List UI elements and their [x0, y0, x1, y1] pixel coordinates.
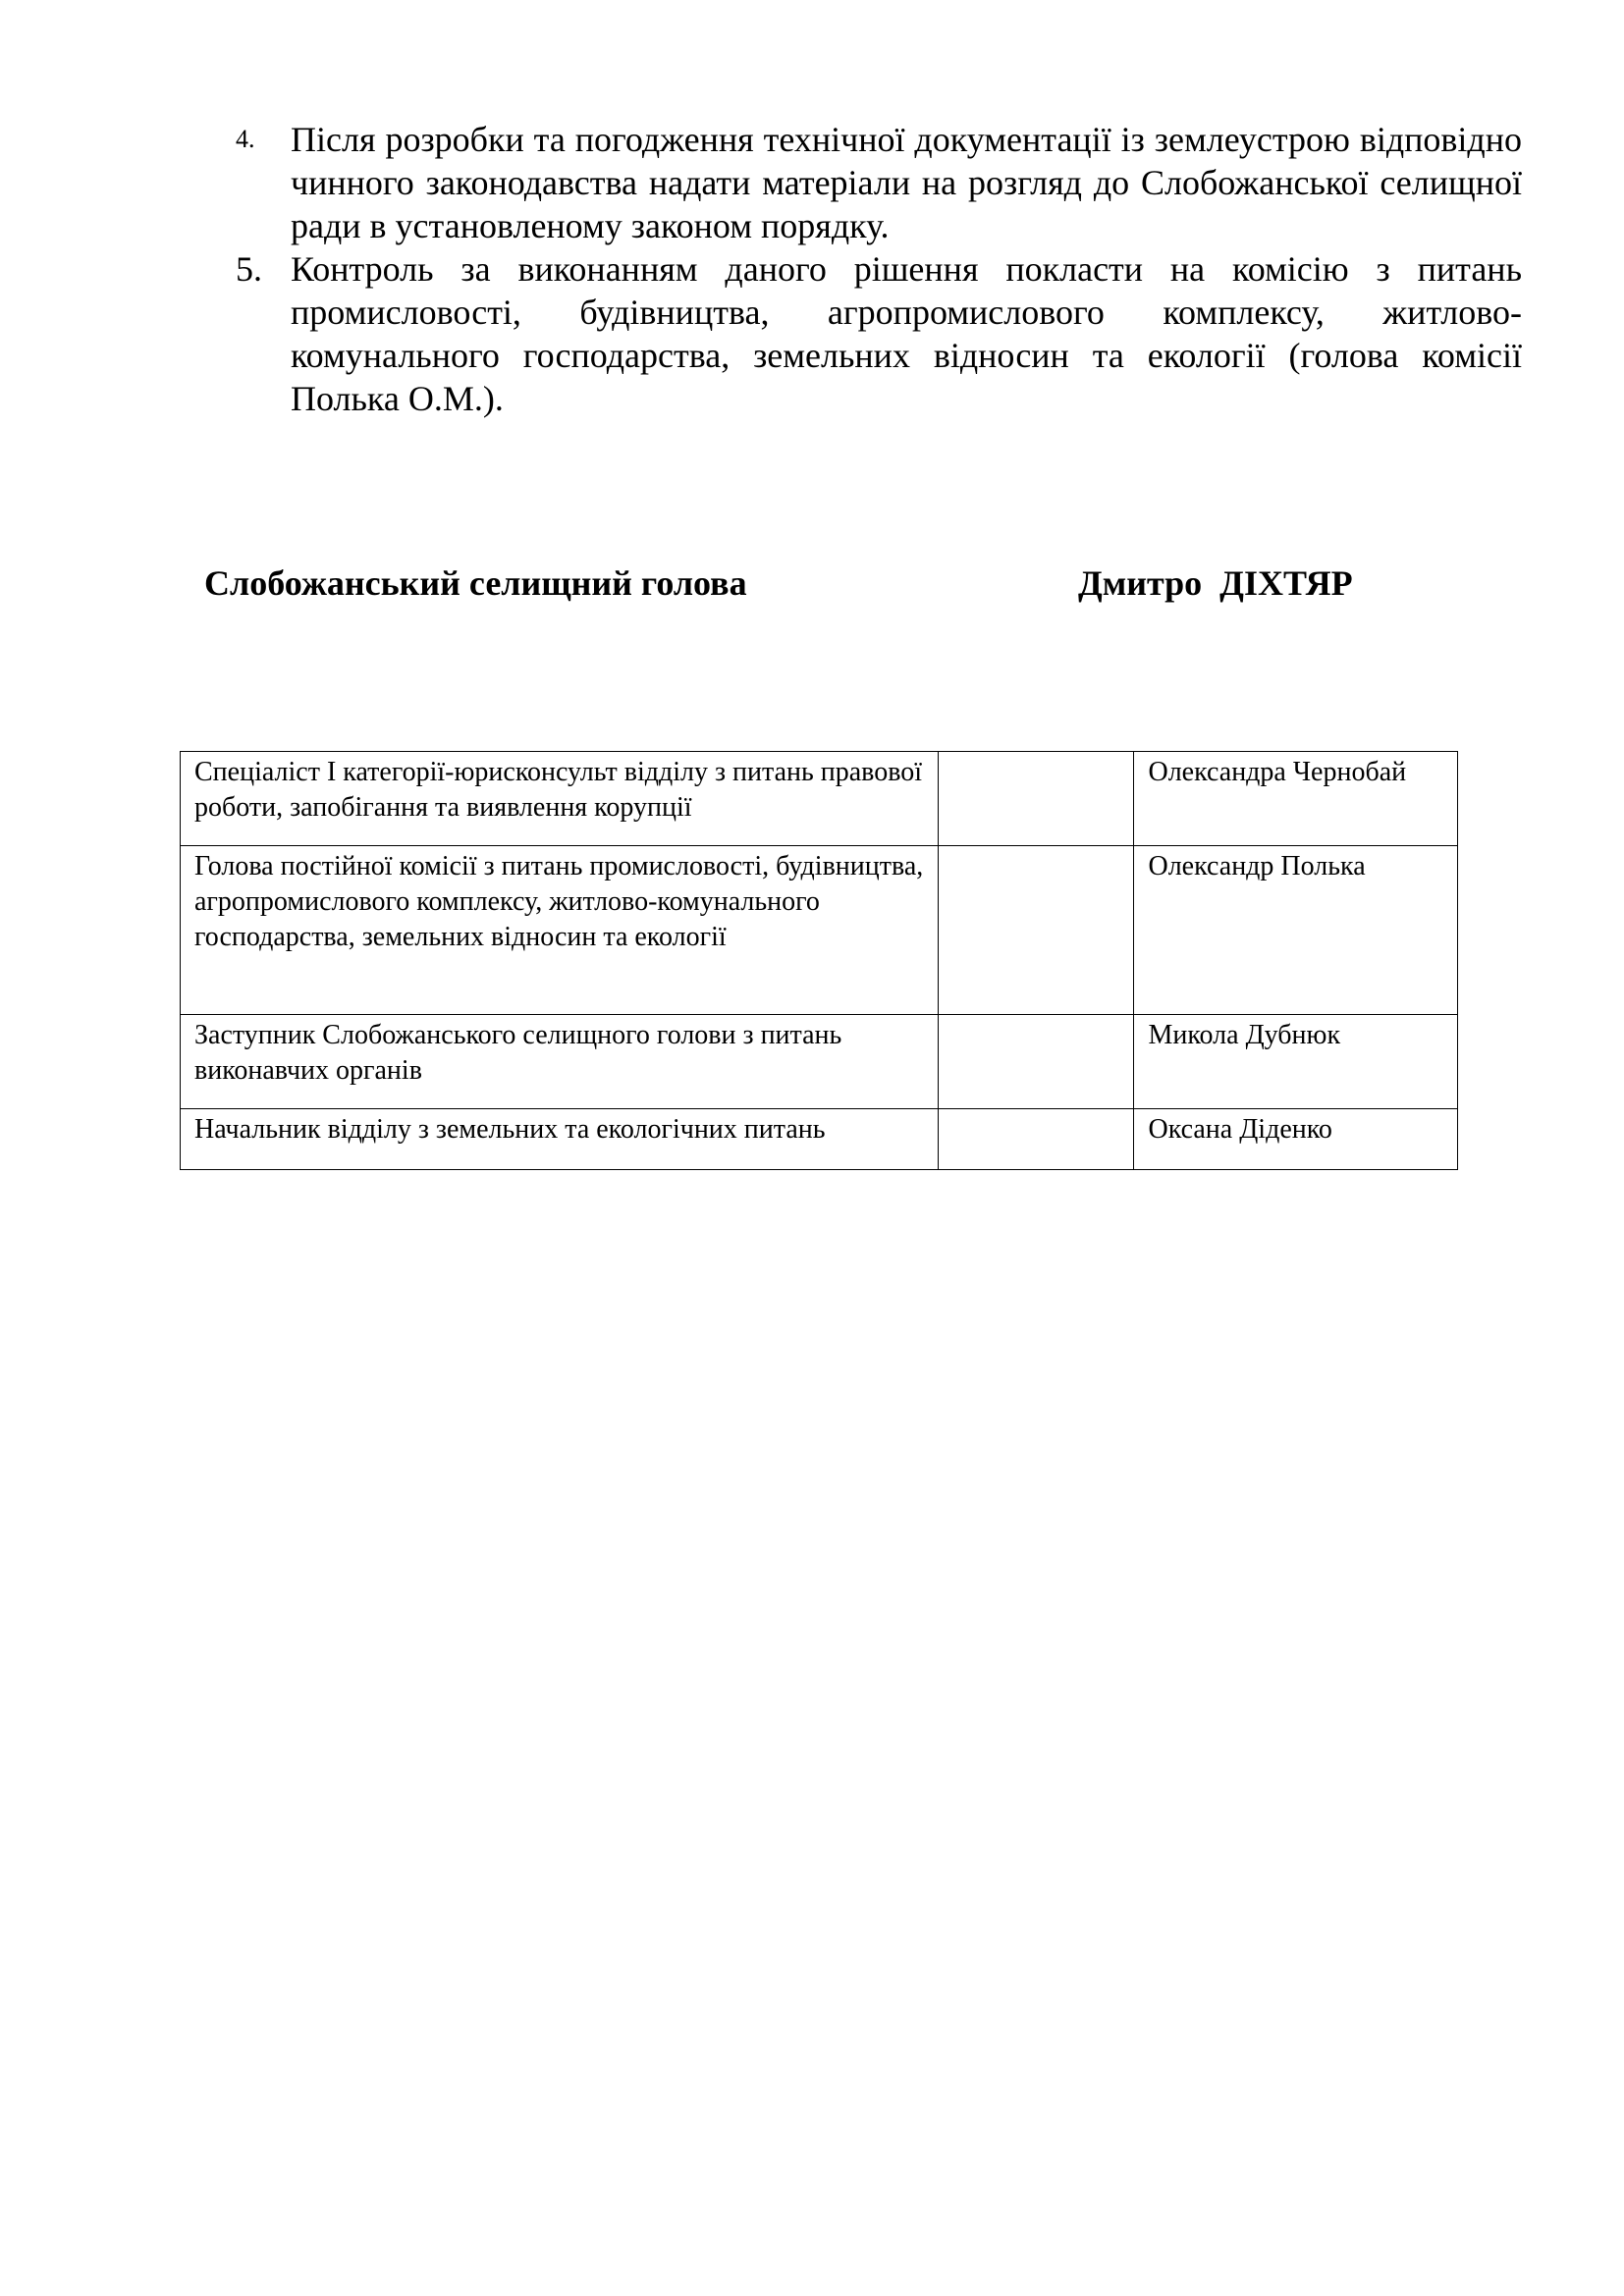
- resolution-item-4: [236, 118, 1522, 247]
- signatory-position: Слобожанський селищний голова: [204, 563, 747, 603]
- table-row: [181, 846, 1458, 1015]
- item-number: 4.: [236, 125, 255, 153]
- approver-position: Спеціаліст І категорії-юрисконсульт відділу з питань правової роботи, запобігання та виявлення корупції: [181, 752, 939, 846]
- item-text: Після розробки та погодження технічної документації із землеустрою відповідно чинного законодавства надати матеріали на розгляд до Слобожанської селищної ради в установленому законом порядку.: [291, 120, 1522, 245]
- approver-name: Олександр Полька: [1134, 846, 1458, 1015]
- item-text: Контроль за виконанням даного рішення покласти на комісію з питань промисловості, будівництва, агропромислового комплексу, житлово-комунального господарства, земельних відносин та екології (голова комісії Полька О.М.).: [291, 249, 1522, 418]
- resolution-items-list: [236, 118, 1522, 420]
- approver-signature-cell: [939, 1015, 1134, 1109]
- approvals-table: [180, 751, 1458, 1170]
- item-number: 5.: [236, 249, 262, 289]
- approver-position: Голова постійної комісії з питань промисловості, будівництва, агропромислового комплексу, житлово-комунального господарства, земельних відносин та екології: [181, 846, 939, 1015]
- approver-signature-cell: [939, 846, 1134, 1015]
- approver-signature-cell: [939, 1109, 1134, 1170]
- approver-position: Заступник Слобожанського селищного голови з питань виконавчих органів: [181, 1015, 939, 1109]
- resolution-item-5: [236, 247, 1522, 420]
- approver-name: Оксана Діденко: [1134, 1109, 1458, 1170]
- signatory-name: Дмитро ДІХТЯР: [1078, 563, 1353, 603]
- approver-signature-cell: [939, 752, 1134, 846]
- table-row: [181, 752, 1458, 846]
- approver-name: Олександра Чернобай: [1134, 752, 1458, 846]
- approver-name: Микола Дубнюк: [1134, 1015, 1458, 1109]
- table-row: [181, 1015, 1458, 1109]
- approver-position: Начальник відділу з земельних та екологічних питань: [181, 1109, 939, 1170]
- table-row: [181, 1109, 1458, 1170]
